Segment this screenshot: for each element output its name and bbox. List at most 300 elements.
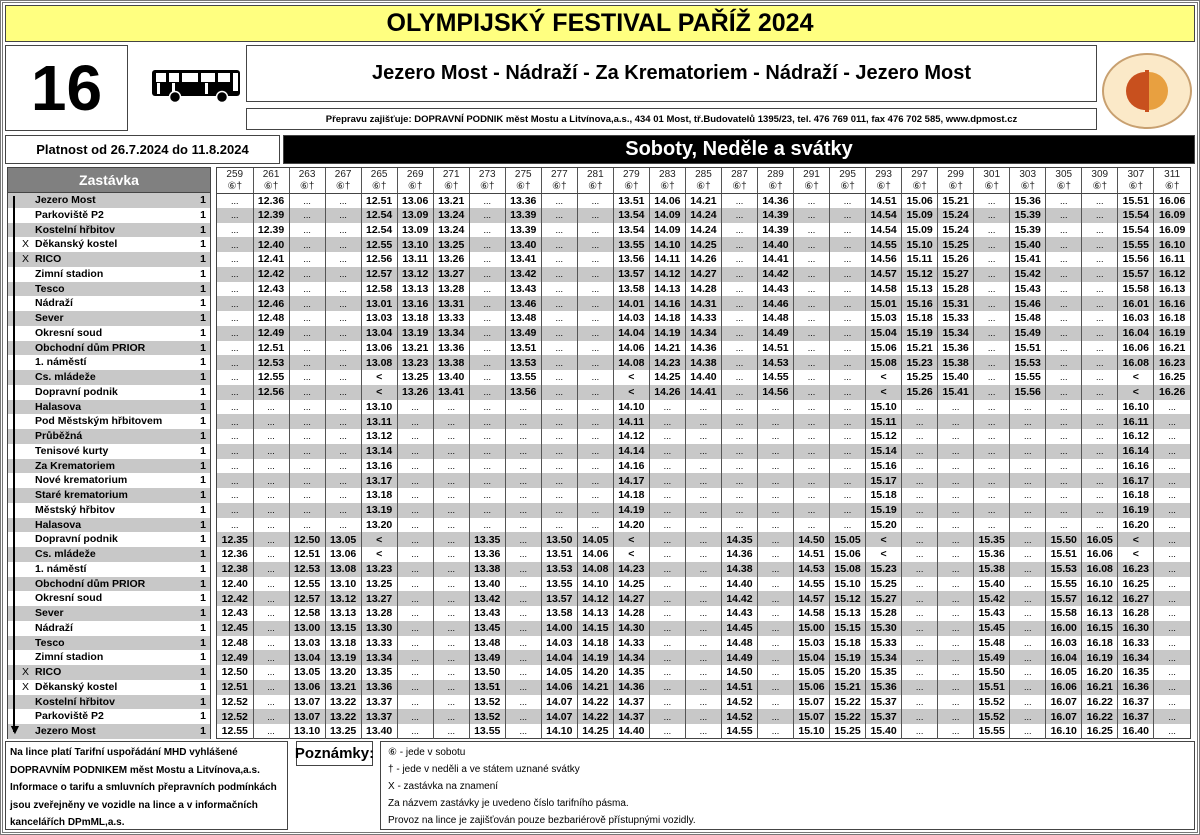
departure-time: 13.46 <box>505 296 541 311</box>
day-symbols: ⑥† <box>1082 181 1118 194</box>
table-row <box>217 547 1190 562</box>
departure-time: ... <box>1010 459 1046 474</box>
departure-time: ... <box>1046 237 1082 252</box>
departure-time: ... <box>721 444 757 459</box>
departure-time: 15.38 <box>974 562 1010 577</box>
departure-time: ... <box>469 341 505 356</box>
departure-time: 15.16 <box>902 296 938 311</box>
departure-time: 15.08 <box>866 355 902 370</box>
departure-time: 15.54 <box>1118 208 1154 223</box>
departure-time: ... <box>1010 473 1046 488</box>
departure-time: ... <box>1154 532 1190 547</box>
departure-time: ... <box>1010 400 1046 415</box>
departure-time: ... <box>433 459 469 474</box>
departure-time: 16.37 <box>1118 695 1154 710</box>
departure-time: ... <box>397 665 433 680</box>
departure-time: 14.03 <box>613 311 649 326</box>
departure-time: 13.35 <box>469 532 505 547</box>
departure-time: 13.18 <box>325 636 361 651</box>
departure-time: ... <box>649 665 685 680</box>
departure-time: 14.48 <box>721 636 757 651</box>
departure-time: 16.11 <box>1118 414 1154 429</box>
departure-time: 12.57 <box>289 591 325 606</box>
departure-time: 13.28 <box>433 282 469 297</box>
departure-time: ... <box>721 326 757 341</box>
departure-time: 15.36 <box>938 341 974 356</box>
departure-time: 16.21 <box>1082 680 1118 695</box>
departure-time: < <box>361 547 397 562</box>
trip-number: 261 <box>253 168 289 181</box>
departure-time: 15.31 <box>938 296 974 311</box>
departure-time: 15.19 <box>830 650 866 665</box>
departure-time: ... <box>469 429 505 444</box>
departure-time: 13.16 <box>361 459 397 474</box>
departure-time: < <box>613 547 649 562</box>
departure-time: < <box>361 532 397 547</box>
stop-name: Halasova <box>35 518 82 531</box>
departure-time: ... <box>217 400 253 415</box>
departure-time: ... <box>325 208 361 223</box>
departure-time: ... <box>289 267 325 282</box>
departure-time: ... <box>1046 429 1082 444</box>
stop-row <box>8 680 210 695</box>
departure-time: ... <box>685 444 721 459</box>
departure-time: ... <box>1154 591 1190 606</box>
departure-time: ... <box>469 223 505 238</box>
departure-time: ... <box>685 414 721 429</box>
departure-time: 13.27 <box>361 591 397 606</box>
departure-time: ... <box>830 444 866 459</box>
stop-row <box>8 429 210 444</box>
stop-row <box>8 400 210 415</box>
departure-time: 13.04 <box>289 650 325 665</box>
departure-time: ... <box>721 267 757 282</box>
departure-time: ... <box>541 414 577 429</box>
departure-time: 13.58 <box>541 606 577 621</box>
departure-time: 15.23 <box>902 355 938 370</box>
stop-name: Jezero Most <box>35 725 96 737</box>
departure-time: 15.51 <box>1010 341 1046 356</box>
departure-time: ... <box>505 503 541 518</box>
departure-time: ... <box>757 518 793 533</box>
departure-time: 12.55 <box>217 724 253 739</box>
departure-time: 14.09 <box>649 208 685 223</box>
departure-time: 12.55 <box>361 237 397 252</box>
departure-time: ... <box>541 355 577 370</box>
departure-time: ... <box>1010 429 1046 444</box>
departure-time: 13.51 <box>469 680 505 695</box>
tariff-zone: 1 <box>200 577 206 590</box>
departure-time: ... <box>794 459 830 474</box>
departure-time: ... <box>289 400 325 415</box>
departure-time: 15.36 <box>974 547 1010 562</box>
departure-time: ... <box>433 400 469 415</box>
departure-time: 14.30 <box>613 621 649 636</box>
departure-time: 14.55 <box>866 237 902 252</box>
departure-time: ... <box>253 606 289 621</box>
departure-time: 16.12 <box>1082 591 1118 606</box>
fare-info-line: Informace o tarifu a smluvních přepravních podmínkách <box>10 782 277 793</box>
departure-time: ... <box>974 444 1010 459</box>
departure-time: ... <box>757 414 793 429</box>
departure-time: 13.38 <box>469 562 505 577</box>
departure-time: ... <box>325 341 361 356</box>
departure-time: ... <box>794 252 830 267</box>
day-symbols: ⑥† <box>397 181 433 194</box>
departure-time: ... <box>325 473 361 488</box>
stop-name: Nové krematorium <box>35 474 128 487</box>
departure-time: ... <box>1168 696 1176 707</box>
departure-time: 16.25 <box>1159 371 1186 384</box>
departure-time: 15.07 <box>794 695 830 710</box>
stop-row <box>8 414 210 429</box>
departure-time: 15.35 <box>866 665 902 680</box>
departure-time: ... <box>902 503 938 518</box>
departure-time: 15.09 <box>902 223 938 238</box>
departure-time: 14.13 <box>577 606 613 621</box>
departure-time: ... <box>685 636 721 651</box>
departure-time: 15.16 <box>866 459 902 474</box>
departure-time: 14.36 <box>721 547 757 562</box>
day-symbols: ⑥† <box>217 181 253 194</box>
departure-time: 14.58 <box>866 282 902 297</box>
departure-time: ... <box>685 547 721 562</box>
day-symbols: ⑥† <box>433 181 469 194</box>
departure-time: 14.49 <box>721 650 757 665</box>
departure-time: 14.25 <box>577 724 613 739</box>
departure-time: 12.56 <box>361 252 397 267</box>
departure-time: 13.37 <box>361 695 397 710</box>
departure-time: ... <box>830 267 866 282</box>
departure-time: ... <box>397 577 433 592</box>
departure-time: ... <box>757 503 793 518</box>
departure-time: ... <box>325 385 361 400</box>
departure-time: 15.27 <box>866 591 902 606</box>
departure-time: ... <box>649 636 685 651</box>
departure-time: 15.04 <box>794 650 830 665</box>
departure-time: 12.40 <box>253 237 289 252</box>
departure-time: 13.23 <box>361 562 397 577</box>
departure-time: ... <box>649 532 685 547</box>
departure-time: ... <box>217 355 253 370</box>
departure-time: ... <box>1046 223 1082 238</box>
departure-time: 13.51 <box>613 193 649 208</box>
departure-time: ... <box>721 282 757 297</box>
tariff-zone: 1 <box>200 459 206 472</box>
departure-time: 15.40 <box>1010 237 1046 252</box>
departure-time: ... <box>217 267 253 282</box>
departure-time: ... <box>1046 414 1082 429</box>
departure-time: ... <box>902 459 938 474</box>
departure-time: ... <box>253 636 289 651</box>
departure-time: ... <box>902 429 938 444</box>
departure-time: ... <box>289 237 325 252</box>
departure-time: 16.06 <box>1082 547 1118 562</box>
departure-time: ... <box>469 267 505 282</box>
departure-time: ... <box>974 400 1010 415</box>
departure-time: ... <box>1010 503 1046 518</box>
departure-time: 13.21 <box>433 193 469 208</box>
departure-time: ... <box>649 429 685 444</box>
departure-time: ... <box>938 709 974 724</box>
departure-time: ... <box>289 444 325 459</box>
departure-time: ... <box>830 193 866 208</box>
departure-time: 12.58 <box>289 606 325 621</box>
departure-time: ... <box>1154 621 1190 636</box>
trip-number-row <box>217 168 1190 181</box>
departure-time: 12.55 <box>253 370 289 385</box>
departure-time: ... <box>721 311 757 326</box>
departure-time: 15.45 <box>974 621 1010 636</box>
departure-time: ... <box>685 429 721 444</box>
departure-time: 14.48 <box>757 311 793 326</box>
departure-time: ... <box>649 414 685 429</box>
departure-time: ... <box>830 282 866 297</box>
departure-time: 14.36 <box>613 680 649 695</box>
departure-time: ... <box>217 208 253 223</box>
trip-number: 307 <box>1118 168 1154 181</box>
departure-time: ... <box>433 680 469 695</box>
departure-time: ... <box>1082 429 1118 444</box>
departure-time: 16.06 <box>1046 680 1082 695</box>
departure-time: 16.36 <box>1118 680 1154 695</box>
departure-time: 13.52 <box>469 695 505 710</box>
departure-time: 13.25 <box>397 370 433 385</box>
departure-time: ... <box>1082 237 1118 252</box>
departure-time: ... <box>1010 709 1046 724</box>
departure-time: 14.41 <box>685 385 721 400</box>
departure-time: ... <box>902 709 938 724</box>
tariff-zone: 1 <box>200 194 206 206</box>
departure-time: 16.06 <box>1118 341 1154 356</box>
departure-time: ... <box>1082 444 1118 459</box>
departure-time: 13.12 <box>397 267 433 282</box>
departure-time: 13.24 <box>433 208 469 223</box>
departure-time: ... <box>974 370 1010 385</box>
departure-time: ... <box>794 311 830 326</box>
table-row <box>217 282 1190 297</box>
departure-time: 16.16 <box>1154 296 1190 311</box>
departure-time: ... <box>325 355 361 370</box>
departure-time: ... <box>757 650 793 665</box>
departure-time: ... <box>794 326 830 341</box>
departure-time: ... <box>1082 488 1118 503</box>
departure-time: ... <box>325 193 361 208</box>
stop-row <box>8 208 210 223</box>
departure-time: 14.42 <box>757 267 793 282</box>
departure-time: 15.51 <box>1118 193 1154 208</box>
departure-time: 14.23 <box>649 355 685 370</box>
departure-time: 14.03 <box>541 636 577 651</box>
departure-time: ... <box>541 223 577 238</box>
departure-time: 14.40 <box>721 577 757 592</box>
departure-time: ... <box>1010 562 1046 577</box>
departure-time: 13.39 <box>505 208 541 223</box>
departure-time: ... <box>649 459 685 474</box>
departure-time: ... <box>902 473 938 488</box>
day-symbols: ⑥† <box>649 181 685 194</box>
departure-time: ... <box>1010 591 1046 606</box>
stop-row <box>8 532 210 547</box>
departure-time: ... <box>1046 459 1082 474</box>
departure-time: ... <box>938 724 974 739</box>
departure-time: 14.40 <box>757 237 793 252</box>
departure-time: 12.43 <box>253 282 289 297</box>
departure-time: 16.28 <box>1118 606 1154 621</box>
departure-time: ... <box>289 311 325 326</box>
departure-time: 16.16 <box>1118 459 1154 474</box>
departure-time: ... <box>397 429 433 444</box>
day-symbols: ⑥† <box>721 181 757 194</box>
departure-time: ... <box>830 488 866 503</box>
departure-time: 13.18 <box>361 488 397 503</box>
stop-name: Za Krematoriem <box>35 459 115 472</box>
departure-time: ... <box>253 665 289 680</box>
departure-time: 16.22 <box>1082 709 1118 724</box>
stop-row <box>8 237 210 252</box>
departure-time: 14.43 <box>757 282 793 297</box>
departure-time: ... <box>253 400 289 415</box>
departure-time: ... <box>433 547 469 562</box>
departure-time: 14.40 <box>685 370 721 385</box>
departure-time: < <box>613 370 649 385</box>
fare-info-line: kancelářích DPmML,a.s. <box>10 817 125 828</box>
departure-time: 13.26 <box>433 252 469 267</box>
departure-time: 13.11 <box>361 414 397 429</box>
departure-time: 13.36 <box>433 341 469 356</box>
departure-time: ... <box>830 414 866 429</box>
note-line: † - jede v neděli a ve státem uznané svátky <box>388 764 580 775</box>
departure-time: 15.00 <box>794 621 830 636</box>
departure-time: 13.49 <box>505 326 541 341</box>
departure-time: ... <box>541 282 577 297</box>
departure-time: 14.51 <box>866 193 902 208</box>
departure-time: ... <box>938 429 974 444</box>
table-row <box>217 562 1190 577</box>
departure-time: 14.55 <box>757 370 793 385</box>
tariff-zone: 1 <box>200 533 206 546</box>
day-symbols: ⑥† <box>866 181 902 194</box>
departure-time: ... <box>325 311 361 326</box>
arrow-down-icon: ▼ <box>8 721 22 737</box>
day-symbols: ⑥† <box>1010 181 1046 194</box>
departure-time: 14.16 <box>613 459 649 474</box>
departure-time: ... <box>721 473 757 488</box>
departure-time: ... <box>938 577 974 592</box>
table-row <box>217 621 1190 636</box>
departure-time: 12.51 <box>217 680 253 695</box>
departure-time: ... <box>1168 578 1176 589</box>
departure-time: 16.19 <box>1118 503 1154 518</box>
departure-time: 16.07 <box>1046 695 1082 710</box>
stop-name: Zimní stadion <box>35 651 104 664</box>
table-row <box>217 208 1190 223</box>
stop-name: RICO <box>35 253 62 265</box>
departure-time: 13.52 <box>469 709 505 724</box>
departure-time: 13.19 <box>361 503 397 518</box>
departure-time: ... <box>253 577 289 592</box>
request-stop-marker: X <box>22 253 30 265</box>
stop-name: Obchodní dům PRIOR <box>35 577 146 590</box>
stop-row <box>8 695 210 710</box>
departure-time: 13.43 <box>505 282 541 297</box>
departure-time: 16.09 <box>1154 208 1190 223</box>
departure-time: 14.57 <box>866 267 902 282</box>
departure-time: ... <box>938 473 974 488</box>
departure-time: 16.09 <box>1159 223 1186 236</box>
trip-number: 299 <box>938 168 974 181</box>
departure-time: ... <box>974 282 1010 297</box>
departure-time: 12.52 <box>217 709 253 724</box>
departure-time: 13.57 <box>613 267 649 282</box>
tariff-zone: 1 <box>200 548 206 560</box>
departure-time: 16.20 <box>1118 518 1154 533</box>
departure-time: ... <box>253 473 289 488</box>
departure-time: ... <box>1082 296 1118 311</box>
departure-time: ... <box>469 296 505 311</box>
departure-time: ... <box>649 503 685 518</box>
departure-time: 12.53 <box>289 562 325 577</box>
departure-time: ... <box>325 370 361 385</box>
departure-time: 15.54 <box>1118 223 1154 238</box>
departure-time: 14.41 <box>757 252 793 267</box>
request-stop-marker: X <box>22 680 30 693</box>
table-row <box>217 577 1190 592</box>
departure-time: 13.50 <box>541 532 577 547</box>
departure-time: ... <box>1082 385 1118 400</box>
departure-time: ... <box>1010 444 1046 459</box>
departure-time: ... <box>577 267 613 282</box>
departure-time: 15.42 <box>974 591 1010 606</box>
stop-list <box>7 167 211 739</box>
departure-time: ... <box>1082 473 1118 488</box>
departure-time: ... <box>938 621 974 636</box>
route-description: Jezero Most - Nádraží - Za Krematoriem - Nádraží - Jezero Most <box>246 45 1097 102</box>
departure-time: ... <box>830 237 866 252</box>
departure-time: 15.55 <box>974 724 1010 739</box>
departure-time: ... <box>902 695 938 710</box>
departure-time: 15.10 <box>902 237 938 252</box>
departure-time: ... <box>289 282 325 297</box>
departure-time: 15.17 <box>866 473 902 488</box>
tariff-zone: 1 <box>200 562 206 575</box>
departure-time: ... <box>505 665 541 680</box>
departure-time: ... <box>794 267 830 282</box>
departure-time: ... <box>469 237 505 252</box>
departure-time: 15.20 <box>830 665 866 680</box>
departure-time: ... <box>757 488 793 503</box>
trip-number: 277 <box>541 168 577 181</box>
departure-time: ... <box>649 562 685 577</box>
departure-time: 16.08 <box>1082 562 1118 577</box>
departure-time: 15.55 <box>1010 370 1046 385</box>
departure-time: ... <box>902 680 938 695</box>
departure-time: ... <box>938 636 974 651</box>
stop-name: Cs. mládeže <box>35 371 96 383</box>
tariff-zone: 1 <box>200 400 206 413</box>
departure-time: 14.57 <box>794 591 830 606</box>
departure-time: ... <box>938 591 974 606</box>
departure-time: 14.51 <box>794 547 830 562</box>
request-stop-marker: X <box>22 238 30 251</box>
trip-number: 259 <box>217 168 253 181</box>
departure-time: ... <box>433 724 469 739</box>
departure-time: 15.37 <box>866 709 902 724</box>
table-row <box>217 355 1190 370</box>
departure-time: 13.28 <box>361 606 397 621</box>
departure-time: 13.48 <box>469 636 505 651</box>
departure-time: ... <box>253 414 289 429</box>
